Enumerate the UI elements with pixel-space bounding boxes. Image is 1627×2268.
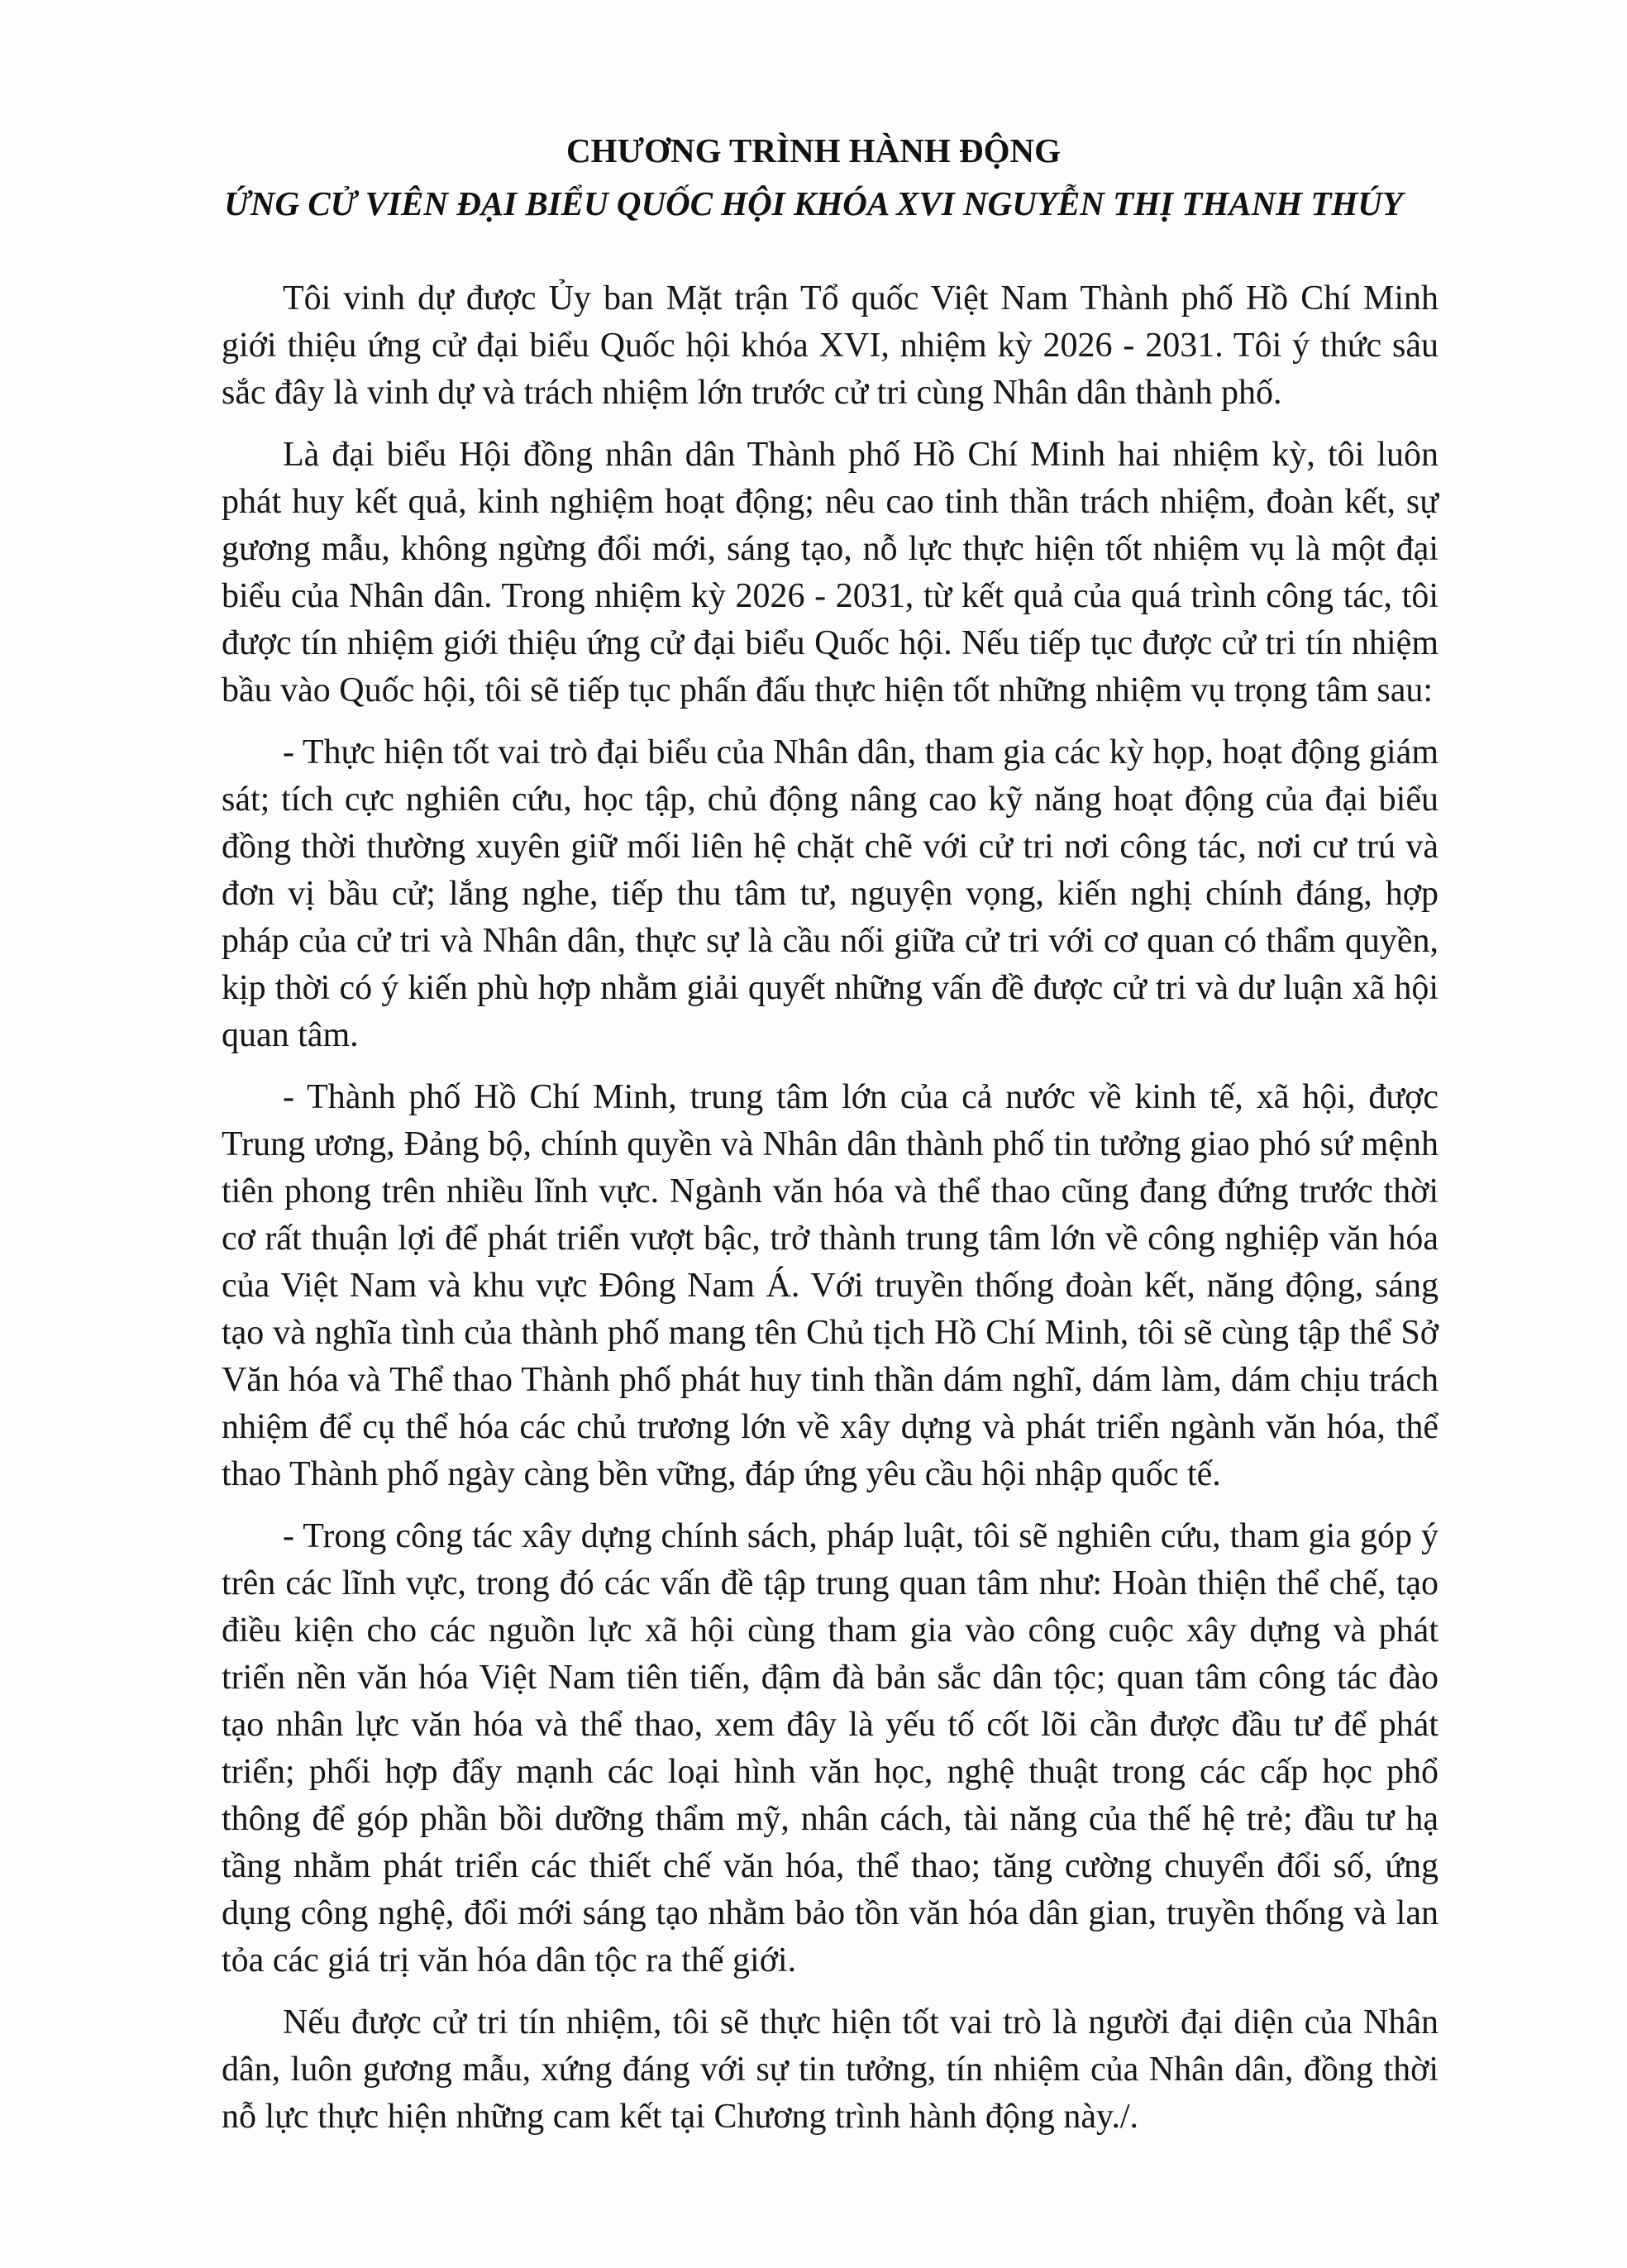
document-body [222, 275, 1439, 2141]
paragraph-intro: Tôi vinh dự được Ủy ban Mặt trận Tổ quốc Việt Nam Thành phố Hồ Chí Minh giới thiệu ứng cử đại biểu Quốc hội khóa XVI, nhiệm kỳ 2026 - 2031. Tôi ý thức sâu sắc đây là vinh dự và trách nhiệm lớn trước cử tri cùng Nhân dân thành phố. [222, 279, 1439, 412]
document-title [0, 124, 1627, 230]
paragraph-task-representative: - Thực hiện tốt vai trò đại biểu của Nhân dân, tham gia các kỳ họp, hoạt động giám sát; tích cực nghiên cứu, học tập, chủ động nâng cao kỹ năng hoạt động của đại biểu đồng thời thường xuyên giữ mối liên hệ chặt chẽ với cử tri nơi công tác, nơi cư trú và đơn vị bầu cử; lắng nghe, tiếp thu tâm tư, nguyện vọng, kiến nghị chính đáng, hợp pháp của cử tri và Nhân dân, thực sự là cầu nối giữa cử tri với cơ quan có thẩm quyền, kịp thời có ý kiến phù hợp nhằm giải quyết những vấn đề được cử tri và dư luận xã hội quan tâm. [222, 733, 1439, 1054]
paragraph-task-legislation: - Trong công tác xây dựng chính sách, pháp luật, tôi sẽ nghiên cứu, tham gia góp ý trên các lĩnh vực, trong đó các vấn đề tập trung quan tâm như: Hoàn thiện thể chế, tạo điều kiện cho các nguồn lực xã hội cùng tham gia vào công cuộc xây dựng và phát triển nền văn hóa Việt Nam tiên tiến, đậm đà bản sắc dân tộc; quan tâm công tác đào tạo nhân lực văn hóa và thể thao, xem đây là yếu tố cốt lõi cần được đầu tư để phát triển; phối hợp đẩy mạnh các loại hình văn học, nghệ thuật trong các cấp học phổ thông để góp phần bồi dưỡng thẩm mỹ, nhân cách, tài năng của thế hệ trẻ; đầu tư hạ tầng nhằm phát triển các thiết chế văn hóa, thể thao; tăng cường chuyển đổi số, ứng dụng công nghệ, đổi mới sáng tạo nhằm bảo tồn văn hóa dân gian, truyền thống và lan tỏa các giá trị văn hóa dân tộc ra thế giới. [222, 1517, 1439, 1979]
paragraph-background: Là đại biểu Hội đồng nhân dân Thành phố Hồ Chí Minh hai nhiệm kỳ, tôi luôn phát huy kết quả, kinh nghiệm hoạt động; nêu cao tinh thần trách nhiệm, đoàn kết, sự gương mẫu, không ngừng đổi mới, sáng tạo, nỗ lực thực hiện tốt nhiệm vụ là một đại biểu của Nhân dân. Trong nhiệm kỳ 2026 - 2031, từ kết quả của quá trình công tác, tôi được tín nhiệm giới thiệu ứng cử đại biểu Quốc hội. Nếu tiếp tục được cử tri tín nhiệm bầu vào Quốc hội, tôi sẽ tiếp tục phấn đấu thực hiện tốt những nhiệm vụ trọng tâm sau: [222, 436, 1439, 709]
title-line-1: CHƯƠNG TRÌNH HÀNH ĐỘNG [566, 131, 1061, 170]
title-line-2: ỨNG CỬ VIÊN ĐẠI BIỂU QUỐC HỘI KHÓA XVI NGUYỄN THỊ THANH THÚY [224, 184, 1403, 222]
paragraph-closing: Nếu được cử tri tín nhiệm, tôi sẽ thực hiện tốt vai trò là người đại diện của Nhân dân, luôn gương mẫu, xứng đáng với sự tin tưởng, tín nhiệm của Nhân dân, đồng thời nỗ lực thực hiện những cam kết tại Chương trình hành động này./. [222, 2003, 1439, 2136]
paragraph-task-culture-sports: - Thành phố Hồ Chí Minh, trung tâm lớn của cả nước về kinh tế, xã hội, được Trung ương, Đảng bộ, chính quyền và Nhân dân thành phố tin tưởng giao phó sứ mệnh tiên phong trên nhiều lĩnh vực. Ngành văn hóa và thể thao cũng đang đứng trước thời cơ rất thuận lợi để phát triển vượt bậc, trở thành trung tâm lớn về công nghiệp văn hóa của Việt Nam và khu vực Đông Nam Á. Với truyền thống đoàn kết, năng động, sáng tạo và nghĩa tình của thành phố mang tên Chủ tịch Hồ Chí Minh, tôi sẽ cùng tập thể Sở Văn hóa và Thể thao Thành phố phát huy tinh thần dám nghĩ, dám làm, dám chịu trách nhiệm để cụ thể hóa các chủ trương lớn về xây dựng và phát triển ngành văn hóa, thể thao Thành phố ngày càng bền vững, đáp ứng yêu cầu hội nhập quốc tế. [222, 1078, 1439, 1493]
